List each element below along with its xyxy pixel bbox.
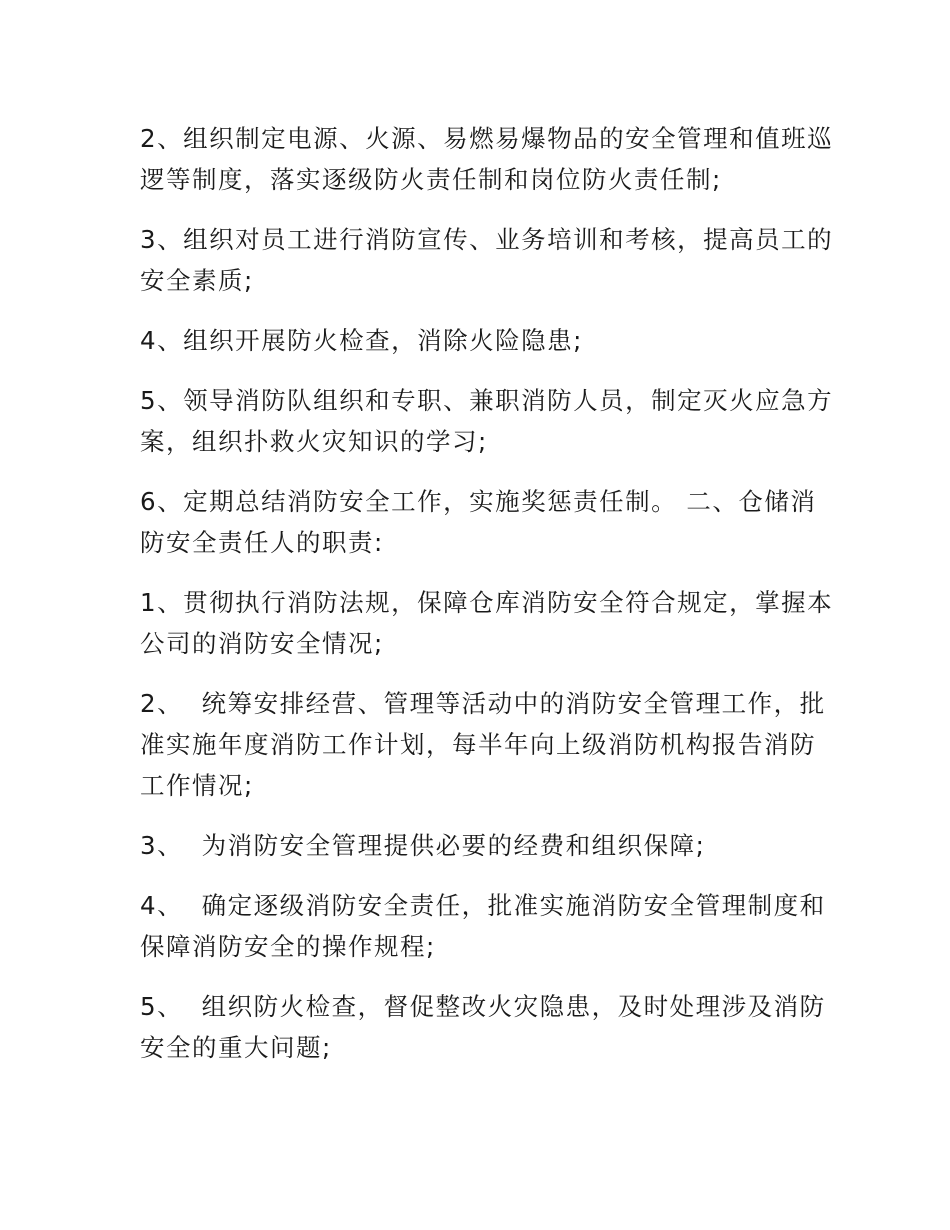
paragraph-warehouse-duty-3: 3、 为消防安全管理提供必要的经费和组织保障;	[140, 831, 706, 860]
paragraph-warehouse-duty-5: 5、 组织防火检查，督促整改火灾隐患，及时处理涉及消防安全的重大问题;	[140, 992, 826, 1062]
paragraph-warehouse-duty-4: 4、 确定逐级消防安全责任，批准实施消防安全管理制度和保障消防安全的操作规程;	[140, 891, 826, 961]
paragraph-warehouse-duty-2: 2、 统筹安排经营、管理等活动中的消防安全管理工作，批准实施年度消防工作计划，每半年向上级消防机构报告消防工作情况;	[140, 689, 826, 800]
paragraph-warehouse-duty-1: 1、贯彻执行消防法规，保障仓库消防安全符合规定，掌握本公司的消防安全情况;	[140, 588, 834, 658]
paragraph-duty-6-and-section-2-heading: 6、定期总结消防安全工作，实施奖惩责任制。 二、仓储消防安全责任人的职责:	[140, 487, 817, 557]
paragraph-duty-3: 3、组织对员工进行消防宣传、业务培训和考核，提高员工的安全素质;	[140, 225, 834, 295]
paragraph-duty-2: 2、组织制定电源、火源、易燃易爆物品的安全管理和值班巡逻等制度，落实逐级防火责任制和岗位防火责任制;	[140, 124, 834, 194]
document-body	[140, 118, 840, 1087]
paragraph-duty-5: 5、领导消防队组织和专职、兼职消防人员，制定灭火应急方案，组织扑救火灾知识的学习;	[140, 386, 834, 456]
paragraph-duty-4: 4、组织开展防火检查，消除火险隐患;	[140, 326, 583, 355]
